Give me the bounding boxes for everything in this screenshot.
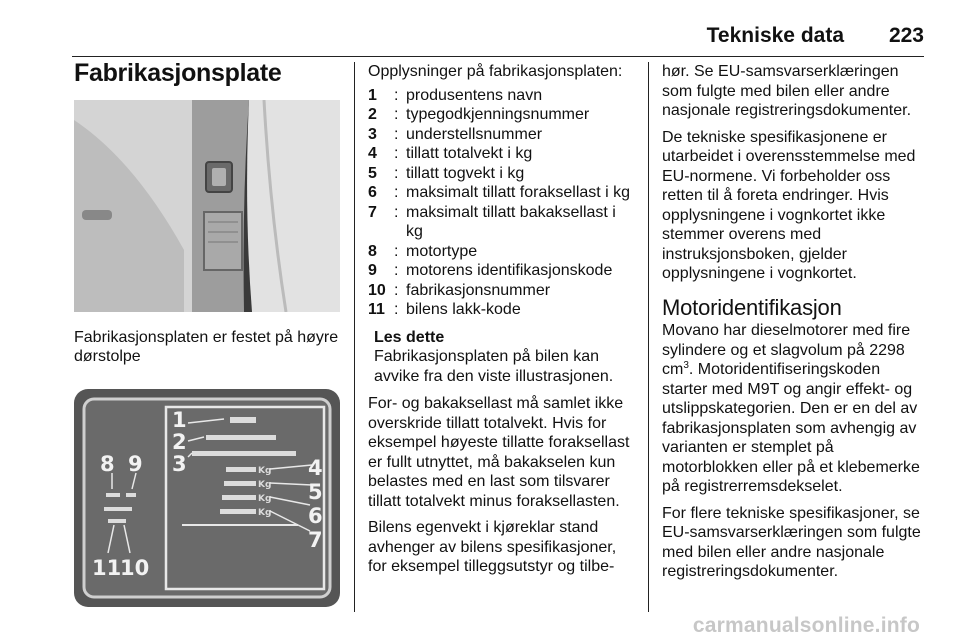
svg-text:Kg: Kg <box>258 507 272 518</box>
column-divider <box>648 62 649 612</box>
list-item: 6 : maksimalt tillatt foraksellast i kg <box>368 184 631 201</box>
list-item: 5 : tillatt togvekt i kg <box>368 164 525 182</box>
paragraph: For flere tekniske spesifikasjoner, se EU-samsvarserklæringen som fulgte med bilen eller andre nasjonale registreringsdokumenter. <box>662 504 921 580</box>
plate-label-2: 2 <box>172 429 187 454</box>
page-number: 223 <box>888 24 924 47</box>
photo-caption: Fabrikasjonsplaten er festet på høyre dørstolpe <box>74 328 339 365</box>
plate-label-11: 11 <box>92 555 122 580</box>
list-item: 9 : motorens identifikasjonskode <box>368 262 613 279</box>
svg-text:Kg: Kg <box>258 493 272 504</box>
heading-motoridentifikasjon: Motoridentifikasjon <box>662 294 842 320</box>
plate-label-3: 3 <box>172 451 187 476</box>
list-item: 1 : produsentens navn <box>368 86 543 104</box>
column-2 <box>368 62 634 584</box>
paragraph: hør. Se EU-samsvarserklæringen som fulgte med bilen eller andre nasjonale registreringsdokumenter. <box>662 63 912 119</box>
paragraph: For- og bakaksellast må samlet ikke overskride tillatt totalvekt. Hvis for eksempel høyeste tillatte foraksellast er fullt utnyttet, må bakakselen kun belastes med en last som tilsvarer tillatt totalvekt minus foraksellasten. <box>368 395 630 510</box>
svg-text:Kg: Kg <box>258 479 272 490</box>
list-item: 2 : typegodkjenningsnummer <box>368 106 590 123</box>
paragraph: Bilens egenvekt i kjøreklar stand avhenger av bilens spesifikasjoner, for eksempel tilleggsutstyr og tilbe- <box>368 519 617 575</box>
plate-label-4: 4 <box>308 455 323 480</box>
plate-label-8: 8 <box>100 451 115 476</box>
plate-diagram <box>74 389 340 607</box>
paragraph: De tekniske spesifikasjonene er utarbeidet i overensstemmelse med EU-normene. Vi forbeholder oss retten til å foreta endringer. Hvis opplysningene i vognkortet ikke stemmer overens med instruksjonsboken, gjelder opplysningene i vognkortet. <box>662 128 916 282</box>
door-pillar-illustration <box>74 100 340 312</box>
list-item: 10 : fabrikasjonsnummer <box>368 281 551 299</box>
note-box <box>368 328 634 387</box>
note-text: Fabrikasjonsplaten på bilen kan avvike fra den viste illustrasjonen. <box>374 348 614 385</box>
column-1 <box>74 59 344 607</box>
door-pillar-photo <box>74 100 340 312</box>
watermark: carmanualsonline.info <box>692 614 920 637</box>
list-item: 11 : bilens lakk-kode <box>368 301 521 318</box>
plate-label-7: 7 <box>308 527 323 552</box>
svg-text:Kg: Kg <box>258 465 272 476</box>
note-title: Les dette <box>374 328 445 346</box>
plate-label-6: 6 <box>308 503 323 528</box>
page-header <box>72 0 924 57</box>
list-intro: Opplysninger på fabrikasjonsplaten: <box>368 63 623 80</box>
plate-label-5: 5 <box>308 479 323 504</box>
plate-info-list <box>368 86 634 320</box>
section-title: Tekniske data <box>706 24 844 47</box>
paragraph: Movano har dieselmotorer med fire sylindere og et slagvolum på 2298 $cm^3$. Motoridentifiseringskoden starter med M9T og angir effekt- og utslippskategorien. Den er en del av fabrikasjonsplaten som avhengig av varianten er stemplet på motorblokken eller på et klebemerke på registrerremsdekselet. <box>662 322 920 495</box>
list-item: 3 : understellsnummer <box>368 125 543 143</box>
heading-fabrikasjonsplate: Fabrikasjonsplate <box>74 59 282 87</box>
list-item: 8 : motortype <box>368 242 478 260</box>
list-item: 7 : maksimalt tillatt bakaksellast i kg <box>368 203 616 240</box>
column-divider <box>354 62 355 612</box>
list-item: 4 : tillatt totalvekt i kg <box>368 145 533 162</box>
plate-label-10: 10 <box>120 555 150 580</box>
column-3 <box>662 62 924 589</box>
plate-label-1: 1 <box>172 407 187 432</box>
plate-label-9: 9 <box>128 451 143 476</box>
plate-illustration <box>74 389 340 607</box>
